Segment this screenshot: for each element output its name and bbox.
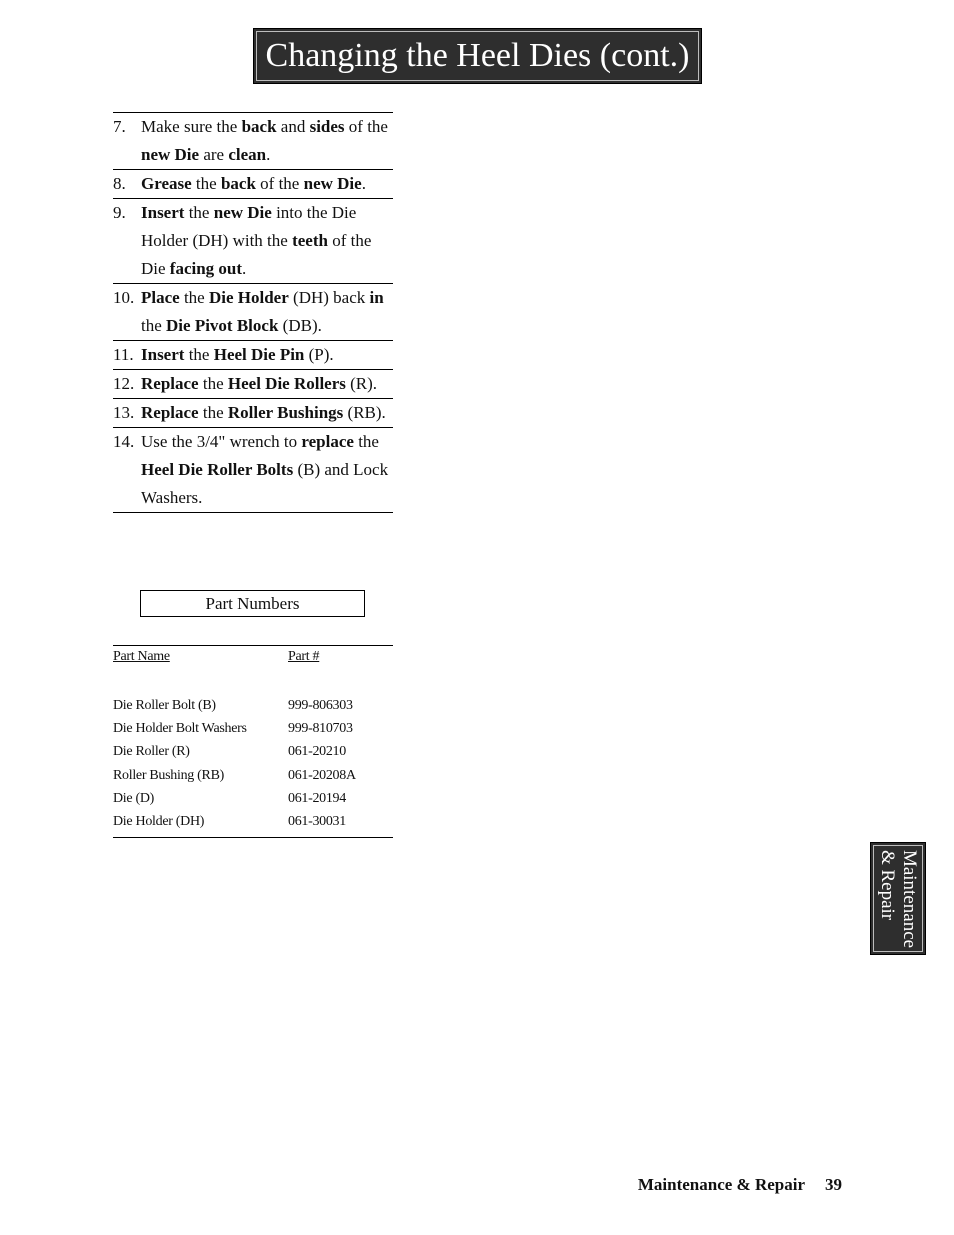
instruction-steps-list [113,112,393,513]
step-text-segment: of the [255,174,304,193]
part-numbers-table [113,645,393,838]
side-tab-line-2: & Repair [877,849,898,920]
part-row [113,694,393,717]
step-text-emphasis: sides [309,117,345,136]
step-text-emphasis: facing out [169,259,243,278]
part-name-cell: Die (D) [113,790,155,806]
instruction-step [113,284,393,341]
part-row [113,717,393,740]
step-text-emphasis: new Die [213,203,272,222]
part-number-cell: 061-20194 [288,790,346,806]
step-text-emphasis: Heel Die Pin [213,345,305,364]
part-name-cell: Die Holder Bolt Washers [113,721,247,737]
part-name-cell: Roller Bushing (RB) [113,767,224,783]
section-side-tab [870,842,926,955]
part-number-column-header: Part # [288,649,320,664]
step-text-emphasis: teeth [292,231,328,250]
page-title-banner [253,28,702,84]
instruction-step [113,341,393,370]
part-name-cell: Die Holder (DH) [113,814,205,830]
step-text-segment: (R). [345,374,378,393]
step-text-segment: the [191,174,221,193]
step-number: 8. [113,174,126,193]
step-text-emphasis: Grease [141,174,192,193]
step-text-segment: the [141,316,167,335]
step-number: 9. [113,203,126,222]
instruction-step [113,113,393,170]
part-numbers-header-row [113,646,393,694]
step-text-emphasis: Insert [141,345,185,364]
step-number: 10. [113,288,135,307]
part-number-cell: 999-806303 [288,698,353,713]
part-number-cell: 061-20210 [288,744,346,760]
step-text-emphasis: replace [301,432,354,451]
step-text-emphasis: Heel Die Roller Bolts [141,460,294,479]
step-text-emphasis: Heel Die Rollers [227,374,346,393]
step-text [141,341,393,369]
page-number: 39 [825,1175,842,1194]
step-text-emphasis: clean [228,145,267,164]
step-text-emphasis: Replace [141,374,199,393]
step-text-segment: . [361,174,366,193]
step-number: 13. [113,403,135,422]
step-text [141,370,393,398]
step-text-emphasis: Die Pivot Block [166,316,279,335]
instruction-step [113,399,393,428]
step-text [141,284,393,340]
step-text-segment: . [266,145,271,164]
step-text-emphasis: Roller Bushings [227,403,344,422]
step-text-segment: Use the 3/4" wrench to [141,432,302,451]
part-row [113,764,393,787]
step-number: 11. [113,345,134,364]
part-numbers-heading-box [140,590,365,617]
part-numbers-heading: Part Numbers [205,594,300,613]
part-name-cell: Die Roller (R) [113,744,190,760]
step-text-segment: of the Die [141,231,372,278]
step-text-emphasis: Insert [141,203,185,222]
part-row [113,740,393,763]
step-text-emphasis: back [241,117,277,136]
step-text-emphasis: in [369,288,384,307]
instruction-step [113,428,393,513]
step-text-segment: the [184,203,214,222]
step-text [141,113,393,169]
step-text-segment: (DB). [278,316,322,335]
footer-section-name: Maintenance & Repair [637,1175,805,1194]
step-number: 14. [113,432,135,451]
section-side-tab-label [876,849,920,947]
step-text-segment: (DH) back [288,288,370,307]
step-text-segment: (P). [304,345,334,364]
page-title: Changing the Heel Dies (cont.) [265,37,690,74]
step-text-segment: . [242,259,247,278]
step-text-segment: the [353,432,379,451]
page-footer [560,1175,842,1195]
step-text-segment: the [184,345,214,364]
step-text [141,399,393,427]
part-number-cell: 999-810703 [288,721,353,737]
step-text-emphasis: Die Holder [208,288,289,307]
instruction-step [113,199,393,284]
step-text-segment: are [199,145,229,164]
step-text-segment: (RB). [343,403,386,422]
step-number: 12. [113,374,135,393]
step-text-emphasis: back [220,174,256,193]
step-text-segment: and [276,117,310,136]
step-text-segment: the [198,374,228,393]
instruction-step [113,170,393,199]
part-row [113,787,393,810]
part-number-cell: 061-20208A [288,767,356,783]
step-text-segment: the [198,403,228,422]
step-text-segment: (B) and Lock Washers. [141,460,389,507]
part-name-cell: Die Roller Bolt (B) [113,698,216,713]
step-text-segment: the [179,288,209,307]
side-tab-line-1: Maintenance [899,849,920,948]
step-number: 7. [113,117,126,136]
step-text-segment: of the [344,117,388,136]
part-numbers-rows [113,694,393,833]
step-text [141,199,393,283]
step-text-segment: Make sure the [141,117,242,136]
step-text [141,170,393,198]
step-text-segment: into the Die Holder (DH) with the [141,203,357,250]
step-text-emphasis: new Die [303,174,362,193]
step-text-emphasis: Replace [141,403,199,422]
step-text-emphasis: Place [141,288,180,307]
instruction-step [113,370,393,399]
step-text-emphasis: new Die [141,145,200,164]
part-row [113,810,393,833]
part-number-cell: 061-30031 [288,814,346,830]
part-name-column-header: Part Name [113,649,170,664]
step-text [141,428,393,512]
